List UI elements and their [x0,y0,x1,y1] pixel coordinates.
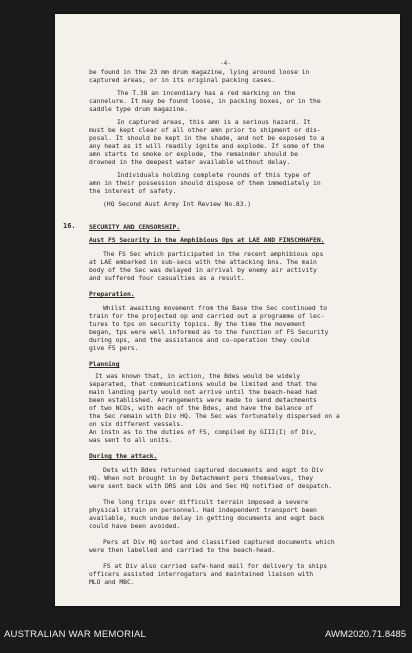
text-line: Individuals holding complete rounds of this type of [117,171,311,179]
subheading: Planning [89,360,120,368]
text-line: main landing party would not arrive until the beach-head had [89,388,317,396]
text-line: drowned in the deepest water available without delay. [89,158,291,166]
page-number: -4- [220,60,231,67]
document-page [55,14,400,606]
text-line: tures to tps on security topics. By the time the movement [89,320,306,328]
source-citation: (HQ Second Aust Army Int Review No.83.) [103,200,252,208]
text-line: captured areas, or in its original packing cases. [89,76,276,84]
subheading: Aust FS Security in the Amphibious Ops at LAE AND FINSCHHAFEN. [89,236,325,244]
text-line: In captured areas, this amn is a serious hazard. It [117,118,311,126]
text-line: the Sec remain with Div HQ. The Sec was fortunately dispersed on a [89,412,340,420]
text-line: physical strain on personnel. Had independent transport been [89,506,317,514]
text-line: The FS Sec which participated in the recent amphibious ops [103,250,324,258]
text-line: must be kept clear of all other amn prior to shipment or dis- [89,126,321,134]
text-line: Whilst awaiting movement from the Base the Sec continued to [103,304,328,312]
footer-accession-number: AWM2020.71.8485 [325,629,406,640]
section-number: 16. [63,222,76,230]
text-line: and suffered four casualties as a result. [89,274,245,282]
text-line: any heat as it will readily ignite and explode. If some of the [89,142,325,150]
text-line: available, much undue delay in getting documents and eqpt back [89,514,325,522]
footer-bar [0,611,412,653]
text-line: officers assisted interrogators and maintained liaison with [89,570,314,578]
text-line: body of the Sec was delayed in arrival by enemy air activity [89,266,317,274]
text-line: train for the projected op and carried out a programme of lec- [89,312,325,320]
text-line: FS at Div also carried safe-hand mail for delivery to ships [103,562,328,570]
text-line: posal. It should be kept in the shade, and not be exposed to a [89,134,325,142]
text-line: give FS pers. [89,344,139,352]
text-line: were sent back with DRS and LOs and Sec HQ notified of despatch. [89,482,333,490]
text-line: HQ. When not brought in by Detachment pers themselves, they [89,474,314,482]
text-line: amn in their possession should dispose of them immediately in [89,179,321,187]
text-line: began, tps were well informed as to the function of FS Security [89,328,329,336]
text-line: could have been avoided. [89,522,181,530]
text-line: be found in the 23 mm drum magazine, lying around loose in [89,68,310,76]
subheading: During the attack. [89,452,158,460]
text-line: The T.38 an incendiary has a red marking on the [117,89,296,97]
text-line: cannelure. It may be found loose, in packing boxes, or in the [89,97,321,105]
text-line: An instn as to the duties of FS, compiled by GIII(I) of Div, [89,428,317,436]
text-line: Dets with Bdes returned captured documents and eqpt to Div [103,466,324,474]
text-line: was sent to all units. [89,436,173,444]
text-line: at LAE embarked in sub-secs with the attacking bns. The main [89,258,317,266]
section-title: SECURITY AND CENSORSHIP. [89,223,181,231]
footer-institution: AUSTRALIAN WAR MEMORIAL [4,629,147,640]
text-line: MLO and MBC. [89,578,135,586]
text-line: the interest of safety. [89,187,177,195]
subheading: Preparation. [89,290,135,298]
text-line: saddle type drum magazine. [89,105,188,113]
text-line: The long trips over difficult terrain imposed a severe [103,498,309,506]
text-line: during ops, and the assistance and co-operation they could [89,336,310,344]
text-line: of two NCOs, with each of the Bdes, and have the balance of [89,404,314,412]
text-line: amn starts to smoke or explode, the remainder should be [89,150,298,158]
text-line: on six different vessels. [89,420,184,428]
text-line: Pers at Div HQ sorted and classified captured documents which [103,538,335,546]
text-line: separated, that communications would be limited and that the [89,380,317,388]
text-line: It was known that, in action, the Bdes would be widely [95,372,301,380]
text-line: been established. Arrangements were made to send detachments [89,396,317,404]
text-line: were then labelled and carried to the beach-head. [89,546,276,554]
